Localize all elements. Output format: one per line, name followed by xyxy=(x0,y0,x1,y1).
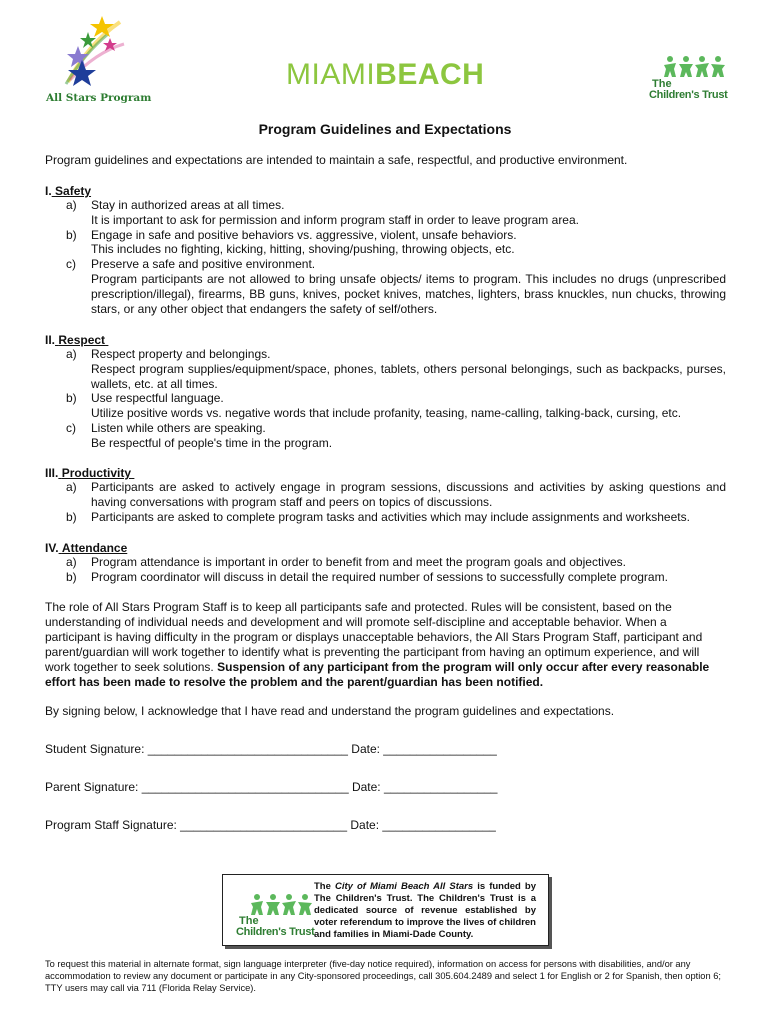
item-marker: c) xyxy=(66,257,76,272)
role-bold-text: Suspension of any participant from the program will only occur after every reasonable effort has been made to resolve the problem and the parent/guardian has been notified. xyxy=(45,660,710,689)
ct-the-text: The xyxy=(652,78,672,90)
item-detail: Respect program supplies/equipment/space, phones, tablets, others personal belongings, such as backpacks, purses, wallets, etc. at all times. xyxy=(91,361,726,391)
role-paragraph xyxy=(45,600,725,690)
respect-list xyxy=(66,347,726,451)
item-detail: Program participants are not allowed to bring unsafe objects/ items to program. This includes no drugs (unprescribed prescription/illegal), firearms, BB guns, knives, pocket knives, matches, lighters, brass knuckles, nun chucks, throwing stars, or any other object that endangers the safety of self/others. xyxy=(91,271,726,316)
funding-post: is funded by The Children's Trust. The Children's Trust is a dedicated source of revenue established by voter referendum to improve the lives of children and families in Miami-Dade County. xyxy=(314,881,536,940)
attendance-list xyxy=(66,555,726,585)
list-item xyxy=(66,391,726,421)
staff-signature-line[interactable]: Program Staff Signature: _________________________ Date: _________________ xyxy=(45,818,496,832)
beach-wordmark: BEACH xyxy=(375,58,485,91)
ct-name-text: Children's Trust xyxy=(649,89,728,101)
item-text: Engage in safe and positive behaviors vs. aggressive, violent, unsafe behaviors. xyxy=(91,227,517,242)
item-text: Stay in authorized areas at all times. xyxy=(91,198,285,212)
parent-signature-line[interactable]: Parent Signature: _______________________________ Date: _________________ xyxy=(45,780,498,794)
item-marker: a) xyxy=(66,480,77,494)
item-text: Participants are asked to actively engage in program sessions, discussions and activities by asking questions and having conversations with program staff and peers on topics of discussions. xyxy=(91,480,726,509)
item-text: Respect property and belongings. xyxy=(91,347,271,361)
list-item xyxy=(66,480,726,510)
item-detail: Be respectful of people's time in the program. xyxy=(91,435,333,450)
section-title: Safety xyxy=(55,184,92,198)
section-heading-attendance xyxy=(45,541,127,555)
section-title: Respect xyxy=(58,333,106,347)
item-marker: b) xyxy=(66,509,77,524)
section-number: I. xyxy=(45,184,52,198)
miami-beach-logo xyxy=(286,60,484,90)
list-item xyxy=(66,570,726,585)
list-item xyxy=(66,421,726,451)
section-heading-respect xyxy=(45,333,108,347)
item-text: Program attendance is important in order to benefit from and meet the program goals and objectives. xyxy=(91,555,626,569)
item-marker: c) xyxy=(66,420,76,435)
children-figures-icon xyxy=(662,55,726,79)
childrens-trust-logo-small xyxy=(235,893,315,941)
item-marker: b) xyxy=(66,569,77,584)
section-number: III. xyxy=(45,466,59,480)
section-heading-productivity xyxy=(45,466,134,480)
intro-text: Program guidelines and expectations are intended to maintain a safe, respectful, and productive environment. xyxy=(45,153,628,167)
page-title: Program Guidelines and Expectations xyxy=(258,121,512,137)
student-signature-line[interactable]: Student Signature: ______________________________ Date: _________________ xyxy=(45,742,497,756)
role-text: The role of All Stars Program Staff is to keep all participants safe and protected. Rules will be consistent, based on the understanding of individual needs and development and will promote self-discipline and acceptable behavior. When a participant is having difficulty in the program or displays unacceptable behaviors, the All Stars Program Staff, participant and parent/guardian will work together to identify what is preventing the participant from having an optimum experience, and will work together to seek solutions. xyxy=(45,600,703,674)
list-item xyxy=(66,510,726,525)
acknowledge-text: By signing below, I acknowledge that I have read and understand the program guidelines and expectations. xyxy=(45,704,615,718)
item-marker: a) xyxy=(66,555,77,569)
section-number: II. xyxy=(45,333,56,347)
list-item xyxy=(66,555,726,570)
list-item xyxy=(66,228,726,258)
ct-name-text: Children's Trust xyxy=(236,926,315,938)
all-stars-label: All Stars Program xyxy=(46,92,152,104)
item-text: Program coordinator will discuss in detail the required number of sessions to successfully complete program. xyxy=(91,569,668,584)
item-detail: It is important to ask for permission and inform program staff in order to leave program area. xyxy=(91,212,579,227)
item-detail: This includes no fighting, kicking, hitting, shoving/pushing, throwing objects, etc. xyxy=(91,242,515,257)
funding-city: City of Miami Beach All Stars xyxy=(334,881,474,892)
item-marker: b) xyxy=(66,391,77,406)
funding-box xyxy=(222,874,549,946)
all-stars-logo xyxy=(40,14,152,106)
list-item xyxy=(66,257,726,316)
item-marker: b) xyxy=(66,227,77,242)
funding-pre: The xyxy=(314,881,335,892)
productivity-list xyxy=(66,480,726,524)
item-text: Use respectful language. xyxy=(91,391,224,406)
stars-icon xyxy=(58,14,128,90)
childrens-trust-logo xyxy=(648,55,728,103)
funding-text xyxy=(314,881,536,941)
item-text: Participants are asked to complete program tasks and activities which may include assignments and worksheets. xyxy=(91,509,690,524)
ct-the-text: The xyxy=(239,915,259,927)
list-item xyxy=(66,347,726,391)
item-text: Preserve a safe and positive environment. xyxy=(91,257,316,272)
item-detail: Utilize positive words vs. negative words that include profanity, teasing, name-calling, talking-back, cursing, etc. xyxy=(91,406,682,421)
section-title: Attendance xyxy=(61,541,128,555)
miami-wordmark: MIAMI xyxy=(286,58,376,91)
accessibility-footer: To request this material in alternate format, sign language interpreter (five-day notice required), information on access for persons with disabilities, and/or any accommodation to review any document or participate in any City-sponsored proceedings, call 305.604.2489 and select 1 for English or 2 for Spanish, then option 6; TTY users may call via 711 (Florida Relay Service). xyxy=(45,959,721,993)
list-item xyxy=(66,198,726,228)
safety-list xyxy=(66,198,726,316)
children-figures-icon xyxy=(249,893,313,917)
item-text: Listen while others are speaking. xyxy=(91,420,266,435)
item-marker: a) xyxy=(66,198,77,212)
section-number: IV. xyxy=(45,541,59,555)
item-marker: a) xyxy=(66,347,77,361)
section-heading-safety xyxy=(45,184,91,198)
section-title: Productivity xyxy=(61,466,132,480)
